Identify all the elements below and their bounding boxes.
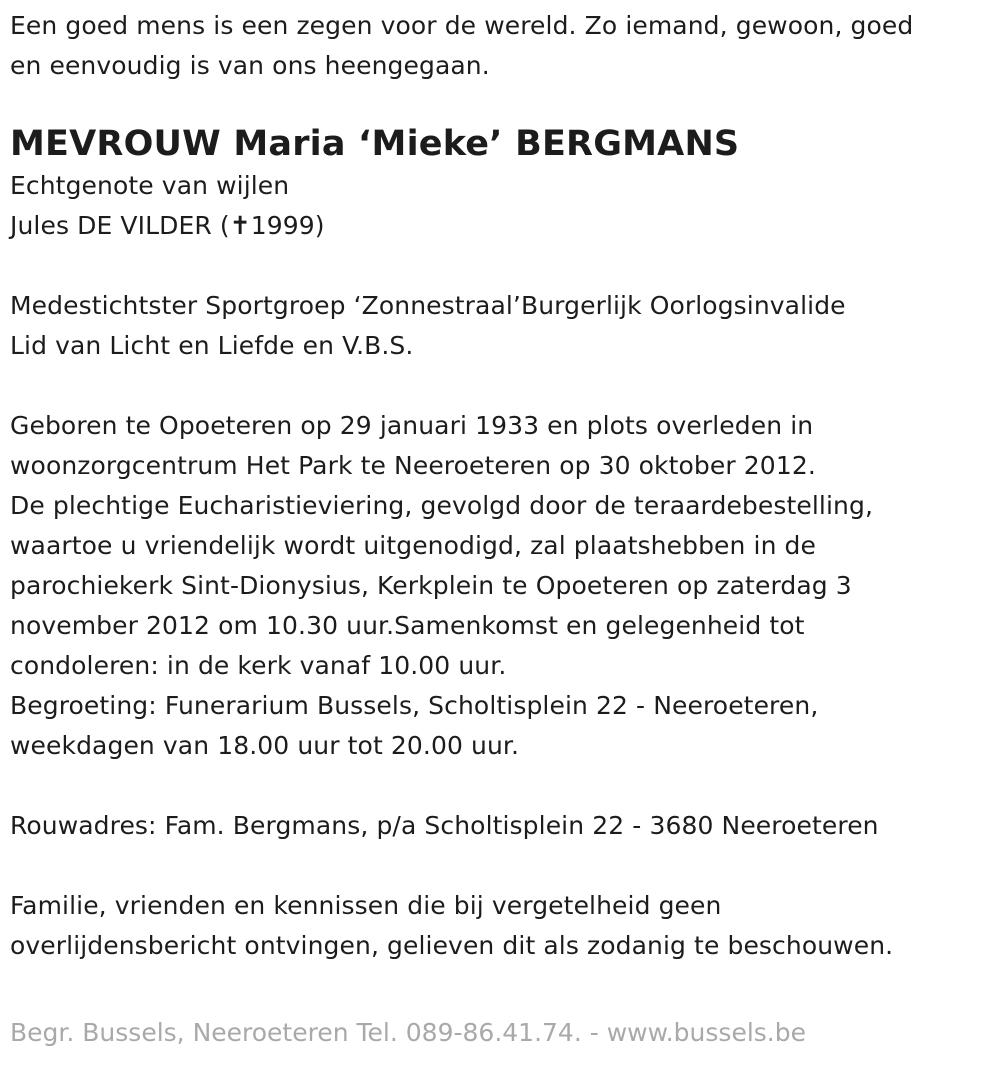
- death-notice: [10, 6, 990, 966]
- spouse-line: Echtgenote van wijlen: [10, 171, 290, 200]
- details-line: parochiekerk Sint-Dionysius, Kerkplein te Opoeteren op zaterdag 3: [10, 571, 852, 600]
- details-line: condoleren: in de kerk vanaf 10.00 uur.: [10, 651, 507, 680]
- memberships: [10, 286, 990, 366]
- closing-line: Familie, vrienden en kennissen die bij vergetelheid geen: [10, 891, 722, 920]
- details-line: De plechtige Eucharistieviering, gevolgd door de teraardebestelling,: [10, 491, 873, 520]
- mourning-address: Rouwadres: Fam. Bergmans, p/a Scholtisplein 22 - 3680 Neeroeteren: [10, 811, 879, 840]
- spouse-line: Jules DE VILDER (✝1999): [10, 211, 325, 240]
- spacer: [10, 366, 990, 406]
- funeral-details: [10, 406, 990, 766]
- spacer: [10, 246, 990, 286]
- details-line: Geboren te Opoeteren op 29 januari 1933 en plots overleden in: [10, 411, 814, 440]
- spacer: [10, 846, 990, 886]
- spacer: [10, 766, 990, 806]
- closing-line: overlijdensbericht ontvingen, gelieven dit als zodanig te beschouwen.: [10, 931, 894, 960]
- details-line: waartoe u vriendelijk wordt uitgenodigd, zal plaatshebben in de: [10, 531, 817, 560]
- deceased-name: MEVROUW Maria ‘Mieke’ BERGMANS: [10, 124, 740, 164]
- membership-line: Medestichtster Sportgroep ‘Zonnestraal’Burgerlijk Oorlogsinvalide: [10, 291, 846, 320]
- intro-line: Een goed mens is een zegen voor de wereld. Zo iemand, gewoon, goed: [10, 11, 914, 40]
- details-line: woonzorgcentrum Het Park te Neeroeteren op 30 oktober 2012.: [10, 451, 816, 480]
- closing-note: [10, 886, 990, 966]
- intro-line: en eenvoudig is van ons heengegaan.: [10, 51, 490, 80]
- membership-line: Lid van Licht en Liefde en V.B.S.: [10, 331, 414, 360]
- intro-quote: [10, 6, 990, 86]
- details-line: Begroeting: Funerarium Bussels, Scholtisplein 22 - Neeroeteren,: [10, 691, 819, 720]
- funeral-home-footer: Begr. Bussels, Neeroeteren Tel. 089-86.41.74. - www.bussels.be: [10, 1018, 806, 1047]
- spouse-info: [10, 166, 990, 246]
- details-line: weekdagen van 18.00 uur tot 20.00 uur.: [10, 731, 520, 760]
- details-line: november 2012 om 10.30 uur.Samenkomst en gelegenheid tot: [10, 611, 805, 640]
